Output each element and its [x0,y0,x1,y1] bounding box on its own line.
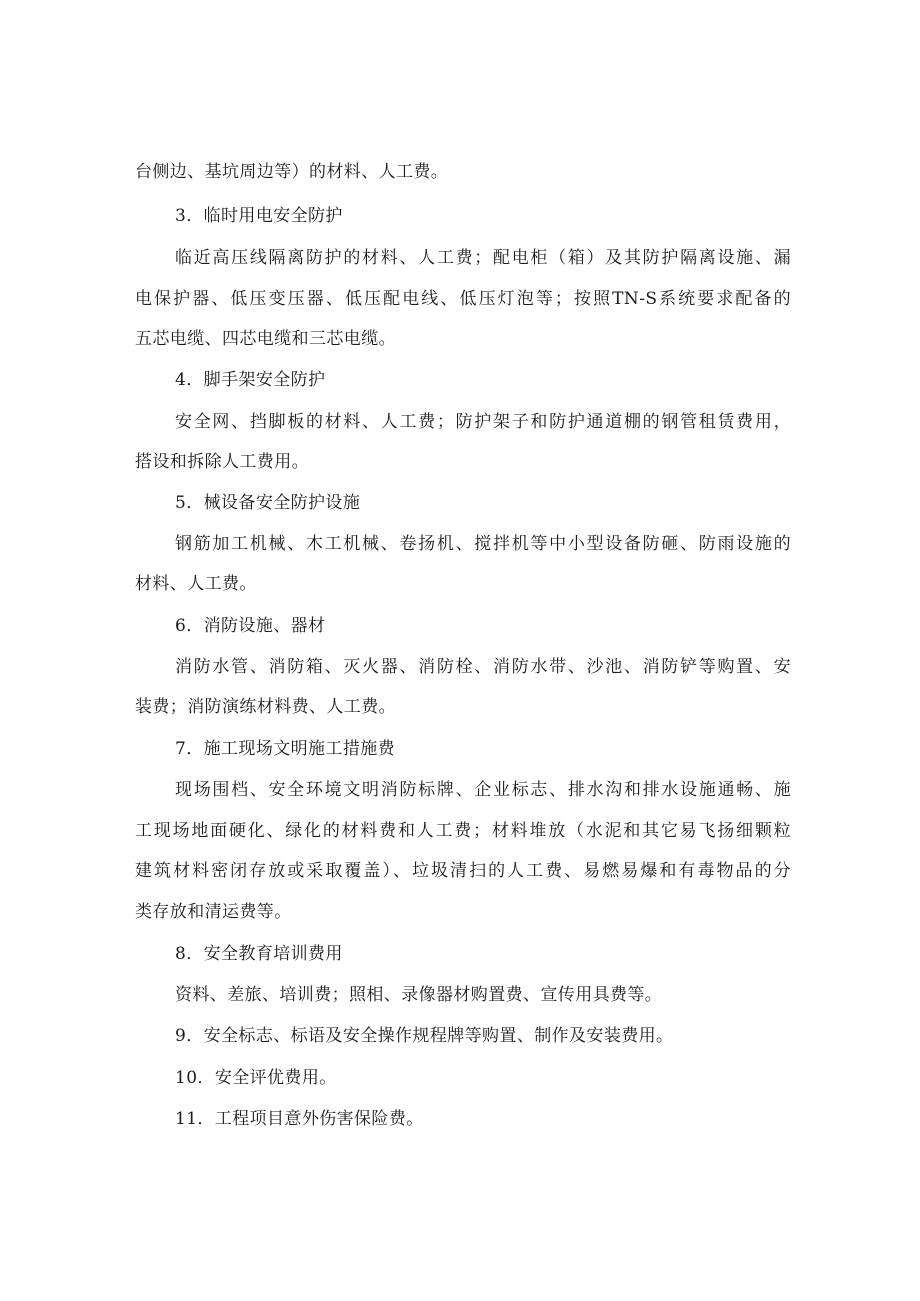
paragraph-line: 钢筋加工机械、木工机械、卷扬机、搅拌机等中小型设备防砸、防雨设施的 [175,534,791,554]
paragraph-line: 现场围档、安全环境文明消防标牌、企业标志、排水沟和排水设施通畅、施 [175,780,791,800]
paragraph-line: 材料、人工费。 [135,574,257,594]
paragraph-line: 台侧边、基坑周边等）的材料、人工费。 [135,162,449,182]
section-heading-6: 6．消防设施、器材 [175,616,326,636]
paragraph-line: 五芯电缆、四芯电缆和三芯电缆。 [135,329,396,349]
section-heading-7: 7．施工现场文明施工措施费 [175,739,396,759]
paragraph-line: 装费；消防演练材料费、人工费。 [135,697,396,717]
section-heading-3: 3．临时用电安全防护 [175,206,343,226]
paragraph-line: 安全网、挡脚板的材料、人工费；防护架子和防护通道棚的钢管租赁费用， [175,412,791,432]
paragraph-line: 资料、差旅、培训费；照相、录像器材购置费、宣传用具费等。 [175,985,663,1005]
paragraph-line: 临近高压线隔离防护的材料、人工费；配电柜（箱）及其防护隔离设施、漏 [175,248,791,268]
section-heading-5: 5．械设备安全防护设施 [175,493,361,513]
paragraph-line: 电保护器、低压变压器、低压配电线、低压灯泡等；按照TN-S系统要求配备的 [135,289,791,309]
paragraph-line: 搭设和拆除人工费用。 [135,452,309,472]
paragraph-line: 消防水管、消防箱、灭火器、消防栓、消防水带、沙池、消防铲等购置、安 [175,657,791,677]
section-heading-8: 8．安全教育培训费用 [175,944,343,964]
section-heading-10: 10．安全评优费用。 [175,1068,337,1088]
section-heading-9: 9．安全标志、标语及安全操作规程牌等购置、制作及安装费用。 [175,1026,674,1046]
section-heading-11: 11．工程项目意外伤害保险费。 [175,1109,424,1129]
paragraph-line: 工现场地面硬化、绿化的材料费和人工费；材料堆放（水泥和其它易飞扬细颗粒 [135,821,791,841]
paragraph-line: 建筑材料密闭存放或采取覆盖）、垃圾清扫的人工费、易燃易爆和有毒物品的分 [135,861,791,881]
paragraph-line: 类存放和清运费等。 [135,902,292,922]
section-heading-4: 4．脚手架安全防护 [175,370,326,390]
